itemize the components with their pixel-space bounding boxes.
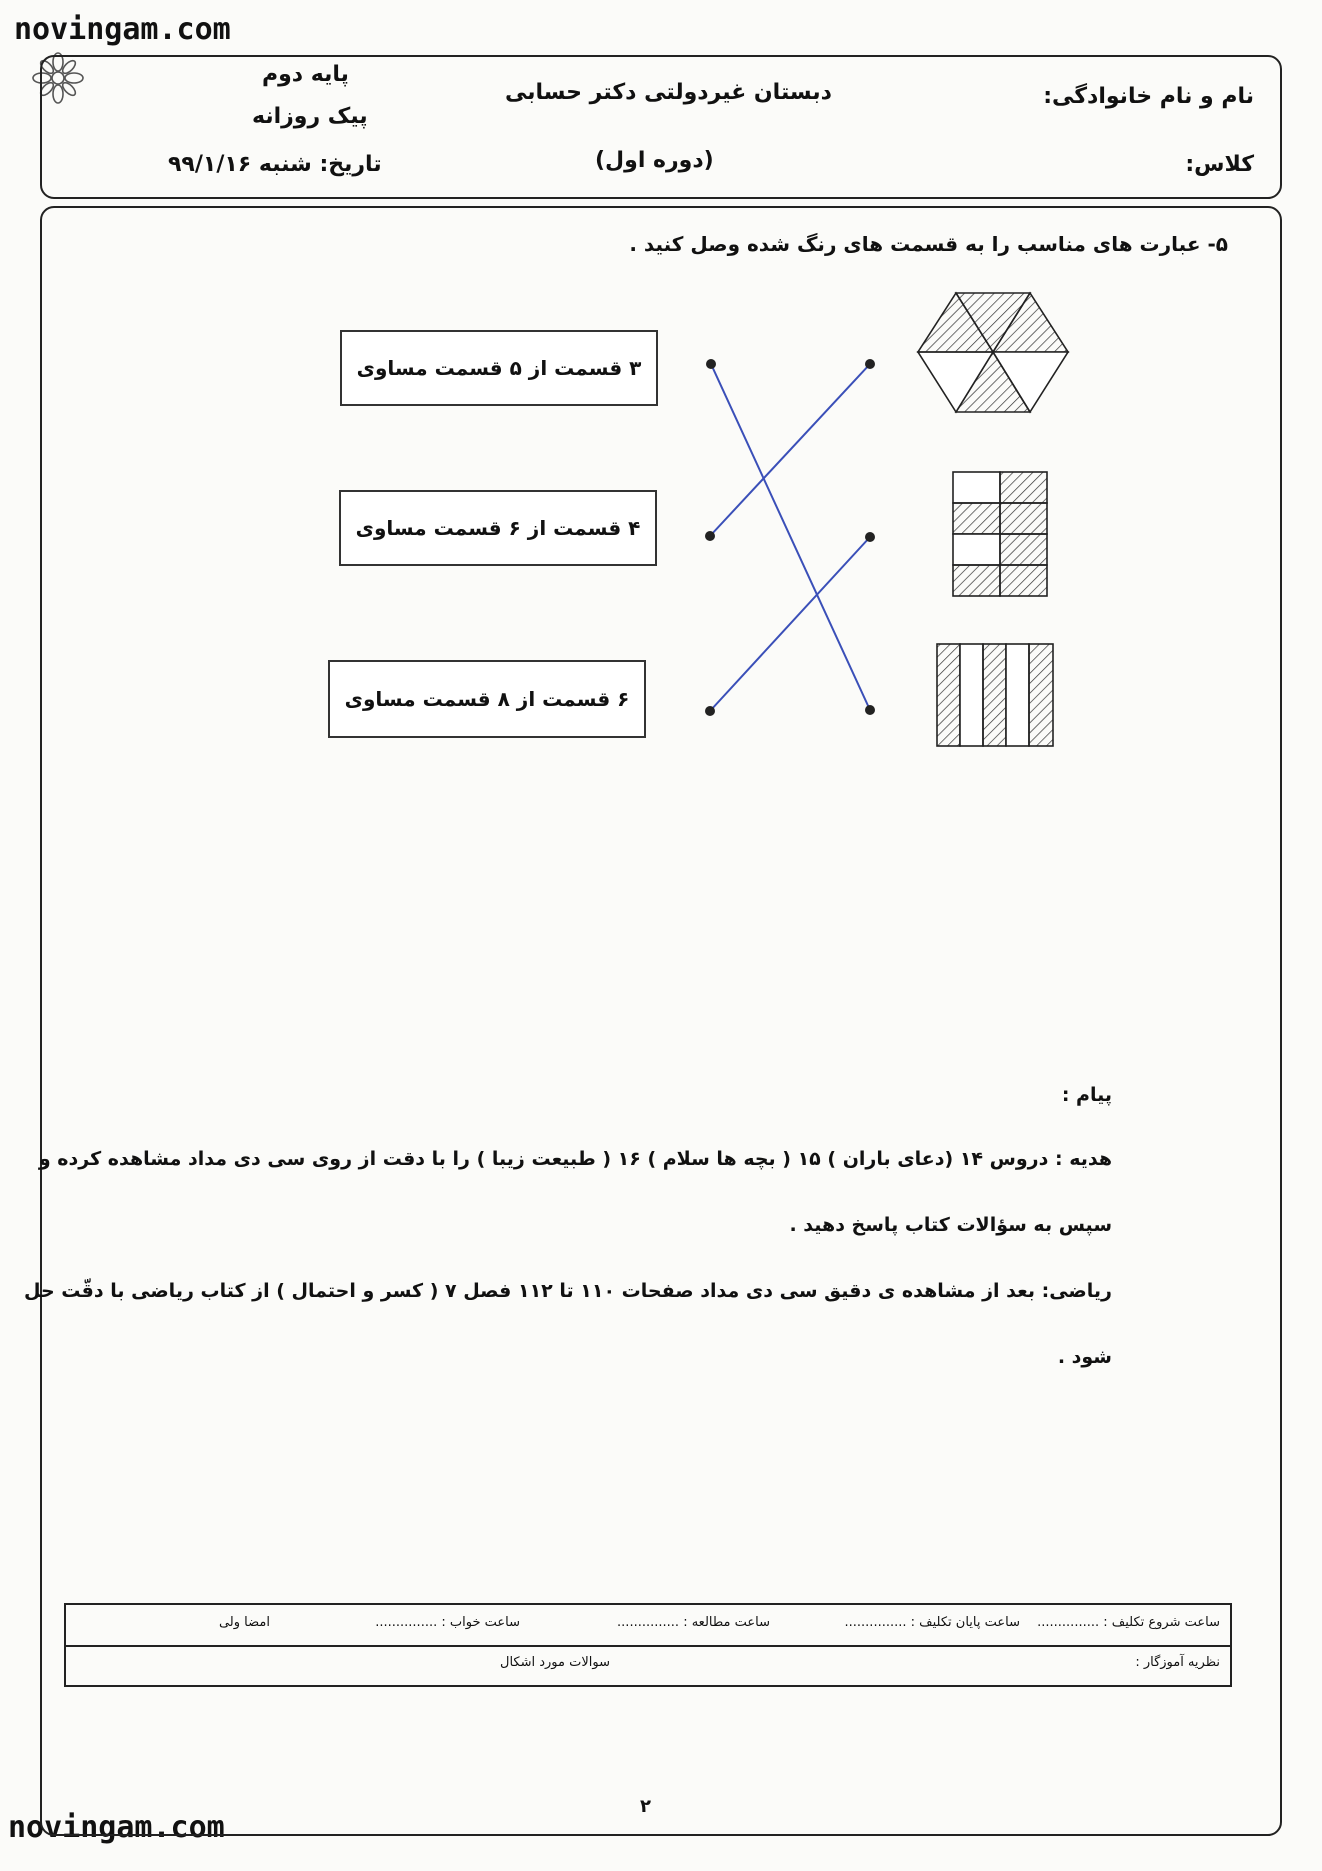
dot-left-2	[705, 531, 715, 541]
question-text: عبارت های مناسب را به قسمت های رنگ شده وصل کنید .	[629, 232, 1201, 256]
dot-left-1	[706, 359, 716, 369]
message-line-2: سپس به سؤالات کتاب پاسخ دهید .	[789, 1214, 1112, 1236]
hexagon-shape-icon	[918, 293, 1068, 412]
message-line-3: ریاضی: بعد از مشاهده ی دقیق سی دی مداد صفحات ۱۱۰ تا ۱۱۲ فصل ۷ ( کسر و احتمال ) از کتاب ریاضی با دقّت حل	[24, 1280, 1112, 1302]
message-title: پیام :	[1061, 1084, 1112, 1106]
answer-line-1	[711, 364, 870, 710]
study-time-field: ساعت مطالعه : ...............	[617, 1615, 770, 1630]
footer-table	[64, 1603, 1232, 1687]
choice-box-3: ۶ قسمت از ۸ قسمت مساوی	[328, 660, 646, 738]
grid-rectangle-shape-icon	[953, 472, 1047, 596]
answer-lines	[710, 364, 870, 711]
watermark-bottom: novingam.com	[8, 1810, 225, 1845]
message-line-1: هدیه : دروس ۱۴ (دعای باران ) ۱۵ ( بچه ها سلام ) ۱۶ ( طبیعت زیبا ) را با دقت از روی سی دی مداد مشاهده کرده و	[38, 1148, 1112, 1170]
school-name: دبستان غیردولتی دکتر حسابی	[505, 80, 832, 105]
watermark-top: novingam.com	[14, 12, 231, 47]
question-number: ۵-	[1207, 232, 1228, 256]
footer-row-1	[66, 1605, 1230, 1647]
end-time-field: ساعت پایان تکلیف : ...............	[844, 1615, 1020, 1630]
period-label: (دوره اول)	[595, 148, 714, 173]
grade-label: پایه دوم	[262, 62, 349, 87]
date-label: تاریخ: شنبه ۹۹/۱/۱۶	[168, 152, 382, 177]
class-label: کلاس:	[1185, 152, 1254, 177]
striped-rectangle-shape-icon	[937, 644, 1053, 746]
matching-diagram	[0, 0, 1322, 900]
start-time-field: ساعت شروع تکلیف : ...............	[1037, 1615, 1220, 1630]
parent-signature-label: امضا ولی	[218, 1615, 270, 1630]
dot-right-1	[865, 359, 875, 369]
answer-line-3	[710, 537, 870, 711]
dot-left-3	[705, 706, 715, 716]
sleep-time-field: ساعت خواب : ...............	[375, 1615, 520, 1630]
student-name-label: نام و نام خانوادگی:	[1043, 84, 1254, 109]
choice-box-1: ۳ قسمت از ۵ قسمت مساوی	[340, 330, 658, 406]
dot-right-3	[865, 705, 875, 715]
teacher-opinion-label: نظریه آموزگار :	[1135, 1655, 1220, 1670]
footer-row-2	[66, 1645, 1230, 1685]
daily-messenger-label: پیک روزانه	[252, 104, 368, 129]
dot-right-2	[865, 532, 875, 542]
choice-box-2: ۴ قسمت از ۶ قسمت مساوی	[339, 490, 657, 566]
answer-line-2	[710, 364, 870, 536]
message-line-4: شود .	[1057, 1346, 1112, 1368]
problem-questions-label: سوالات مورد اشکال	[500, 1655, 610, 1670]
page-number: ۲	[640, 1796, 651, 1817]
